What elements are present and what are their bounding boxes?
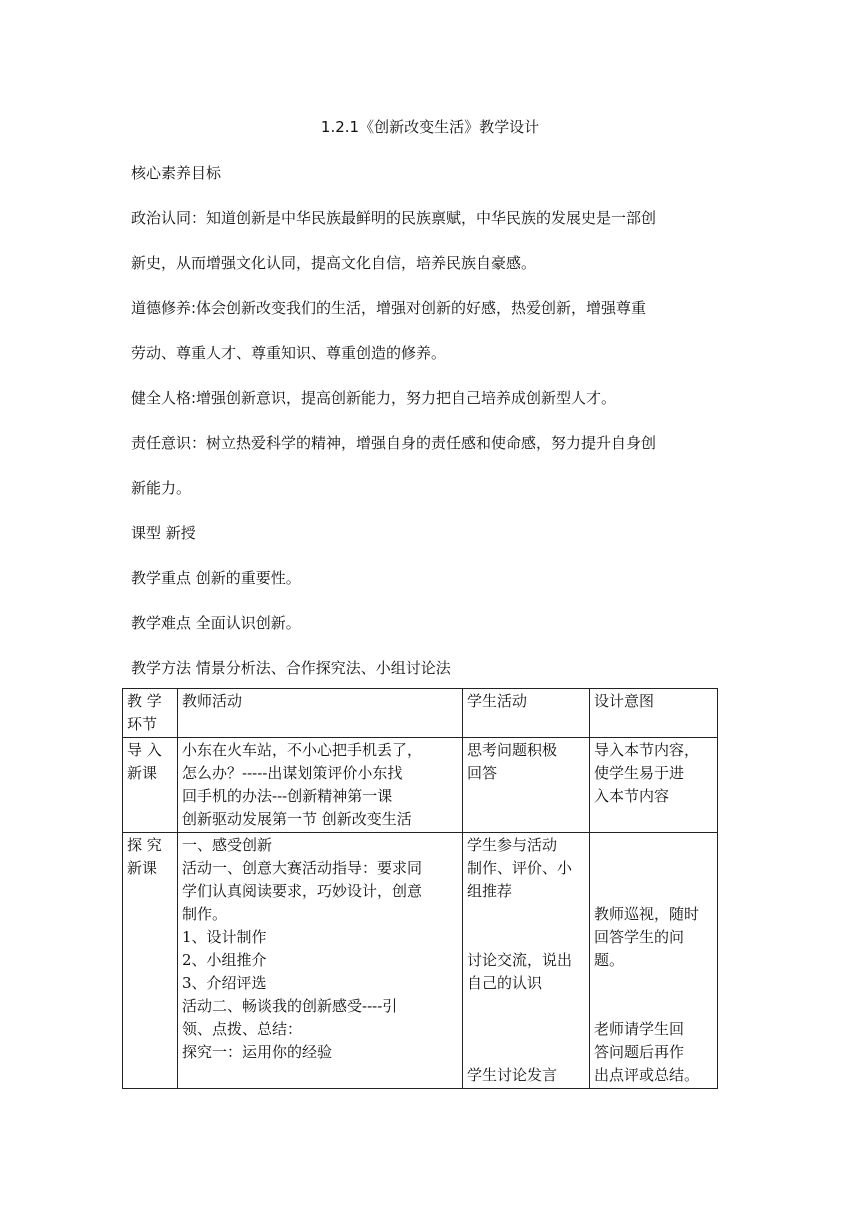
spacer xyxy=(467,1041,585,1064)
row1-intent-l3: 入本节内容 xyxy=(594,787,670,805)
row2-student-c-l1: 学生讨论发言 xyxy=(467,1066,558,1084)
header-teacher: 教师活动 xyxy=(178,689,463,738)
header-intent: 设计意图 xyxy=(590,689,718,738)
row2-teacher-l10: 探究一：运用你的经验 xyxy=(182,1043,333,1061)
row1-intent-l1: 导入本节内容， xyxy=(594,741,700,759)
row2-teacher xyxy=(178,833,463,1089)
table-row xyxy=(123,833,718,1089)
row2-student-a-l3: 组推荐 xyxy=(467,882,513,900)
row2-teacher-l4: 制作。 xyxy=(182,905,228,923)
difficulty: 教学难点 全面认识创新。 xyxy=(131,614,301,632)
row2-intent-b-l3: 出点评或总结。 xyxy=(594,1066,700,1084)
spacer xyxy=(467,1018,585,1041)
row1-stage xyxy=(123,738,178,833)
table-header-row xyxy=(123,689,718,738)
goal-responsibility-line2: 新能力。 xyxy=(131,479,192,497)
header-stage xyxy=(123,689,178,738)
row2-intent xyxy=(590,833,718,1089)
goal-political-line1: 政治认同：知道创新是中华民族最鲜明的民族禀赋，中华民族的发展史是一部创 xyxy=(131,209,657,227)
row2-teacher-l2: 活动一、创意大赛活动指导：要求同 xyxy=(182,859,423,877)
goals-heading: 核心素养目标 xyxy=(131,164,222,182)
header-stage-l2: 环节 xyxy=(127,715,158,733)
lesson-type: 课型 新授 xyxy=(131,524,196,542)
header-stage-l1: 教 学 xyxy=(127,692,162,710)
row1-teacher xyxy=(178,738,463,833)
row2-intent-b-l2: 答问题后再作 xyxy=(594,1043,685,1061)
row2-teacher-l7: 3、介绍评选 xyxy=(182,974,267,992)
row2-teacher-l1: 一、感受创新 xyxy=(182,836,273,854)
spacer xyxy=(594,857,713,880)
row1-teacher-l1: 小东在火车站，不小心把手机丢了， xyxy=(182,741,423,759)
goal-moral-line1: 道德修养:体会创新改变我们的生活，增强对创新的好感，热爱创新，增强尊重 xyxy=(131,299,647,317)
row2-stage xyxy=(123,833,178,1089)
lesson-plan-table xyxy=(122,688,718,1089)
key-point: 教学重点 创新的重要性。 xyxy=(131,569,301,587)
goal-personality: 健全人格:增强创新意识，提高创新能力，努力把自己培养成创新型人才。 xyxy=(131,389,617,407)
row2-student-b-l1: 讨论交流，说出 xyxy=(467,951,573,969)
row2-intent-a-l3: 题。 xyxy=(594,951,625,969)
row2-teacher-l6: 2、小组推介 xyxy=(182,951,267,969)
row1-student-l2: 回答 xyxy=(467,764,498,782)
row1-teacher-l4: 创新驱动发展第一节 创新改变生活 xyxy=(182,810,412,828)
row1-teacher-l3: 回手机的办法---创新精神第一课 xyxy=(182,787,393,805)
row1-student-l1: 思考问题积极 xyxy=(467,741,558,759)
row2-teacher-l5: 1、设计制作 xyxy=(182,928,267,946)
row1-stage-l2: 新课 xyxy=(127,764,158,782)
goal-moral-line2: 劳动、尊重人才、尊重知识、尊重创造的修养。 xyxy=(131,344,447,362)
row1-intent-l2: 使学生易于进 xyxy=(594,764,685,782)
row1-intent xyxy=(590,738,718,833)
table-row xyxy=(123,738,718,833)
row2-teacher-blank xyxy=(182,1064,458,1087)
spacer xyxy=(467,995,585,1018)
spacer xyxy=(467,926,585,949)
row2-intent-a-l1: 教师巡视，随时 xyxy=(594,905,700,923)
document-title: 1.2.1《创新改变生活》教学设计 xyxy=(320,118,540,136)
spacer xyxy=(594,880,713,903)
row2-student xyxy=(463,833,590,1089)
row2-student-a-l2: 制作、评价、小 xyxy=(467,859,573,877)
teaching-methods: 教学方法 情景分析法、合作探究法、小组讨论法 xyxy=(131,659,451,677)
row2-stage-l1: 探 究 xyxy=(127,836,162,854)
row2-teacher-l3: 学们认真阅读要求，巧妙设计，创意 xyxy=(182,882,423,900)
goal-responsibility-line1: 责任意识：树立热爱科学的精神，增强自身的责任感和使命感，努力提升自身创 xyxy=(131,434,657,452)
row1-teacher-l2: 怎么办？-----出谋划策评价小东找 xyxy=(182,764,403,782)
row2-teacher-l8: 活动二、畅谈我的创新感受----引 xyxy=(182,997,398,1015)
row2-intent-a-l2: 回答学生的问 xyxy=(594,928,685,946)
spacer xyxy=(467,903,585,926)
row2-teacher-l9: 领、点拨、总结： xyxy=(182,1020,303,1038)
row1-stage-l1: 导 入 xyxy=(127,741,162,759)
row2-student-a-l1: 学生参与活动 xyxy=(467,836,558,854)
spacer xyxy=(594,995,713,1018)
goal-political-line2: 新史，从而增强文化认同，提高文化自信，培养民族自豪感。 xyxy=(131,254,537,272)
header-student: 学生活动 xyxy=(463,689,590,738)
spacer xyxy=(594,834,713,857)
spacer xyxy=(594,972,713,995)
row2-intent-b-l1: 老师请学生回 xyxy=(594,1020,685,1038)
row2-student-b-l2: 自己的认识 xyxy=(467,974,543,992)
row2-stage-l2: 新课 xyxy=(127,859,158,877)
row1-student xyxy=(463,738,590,833)
